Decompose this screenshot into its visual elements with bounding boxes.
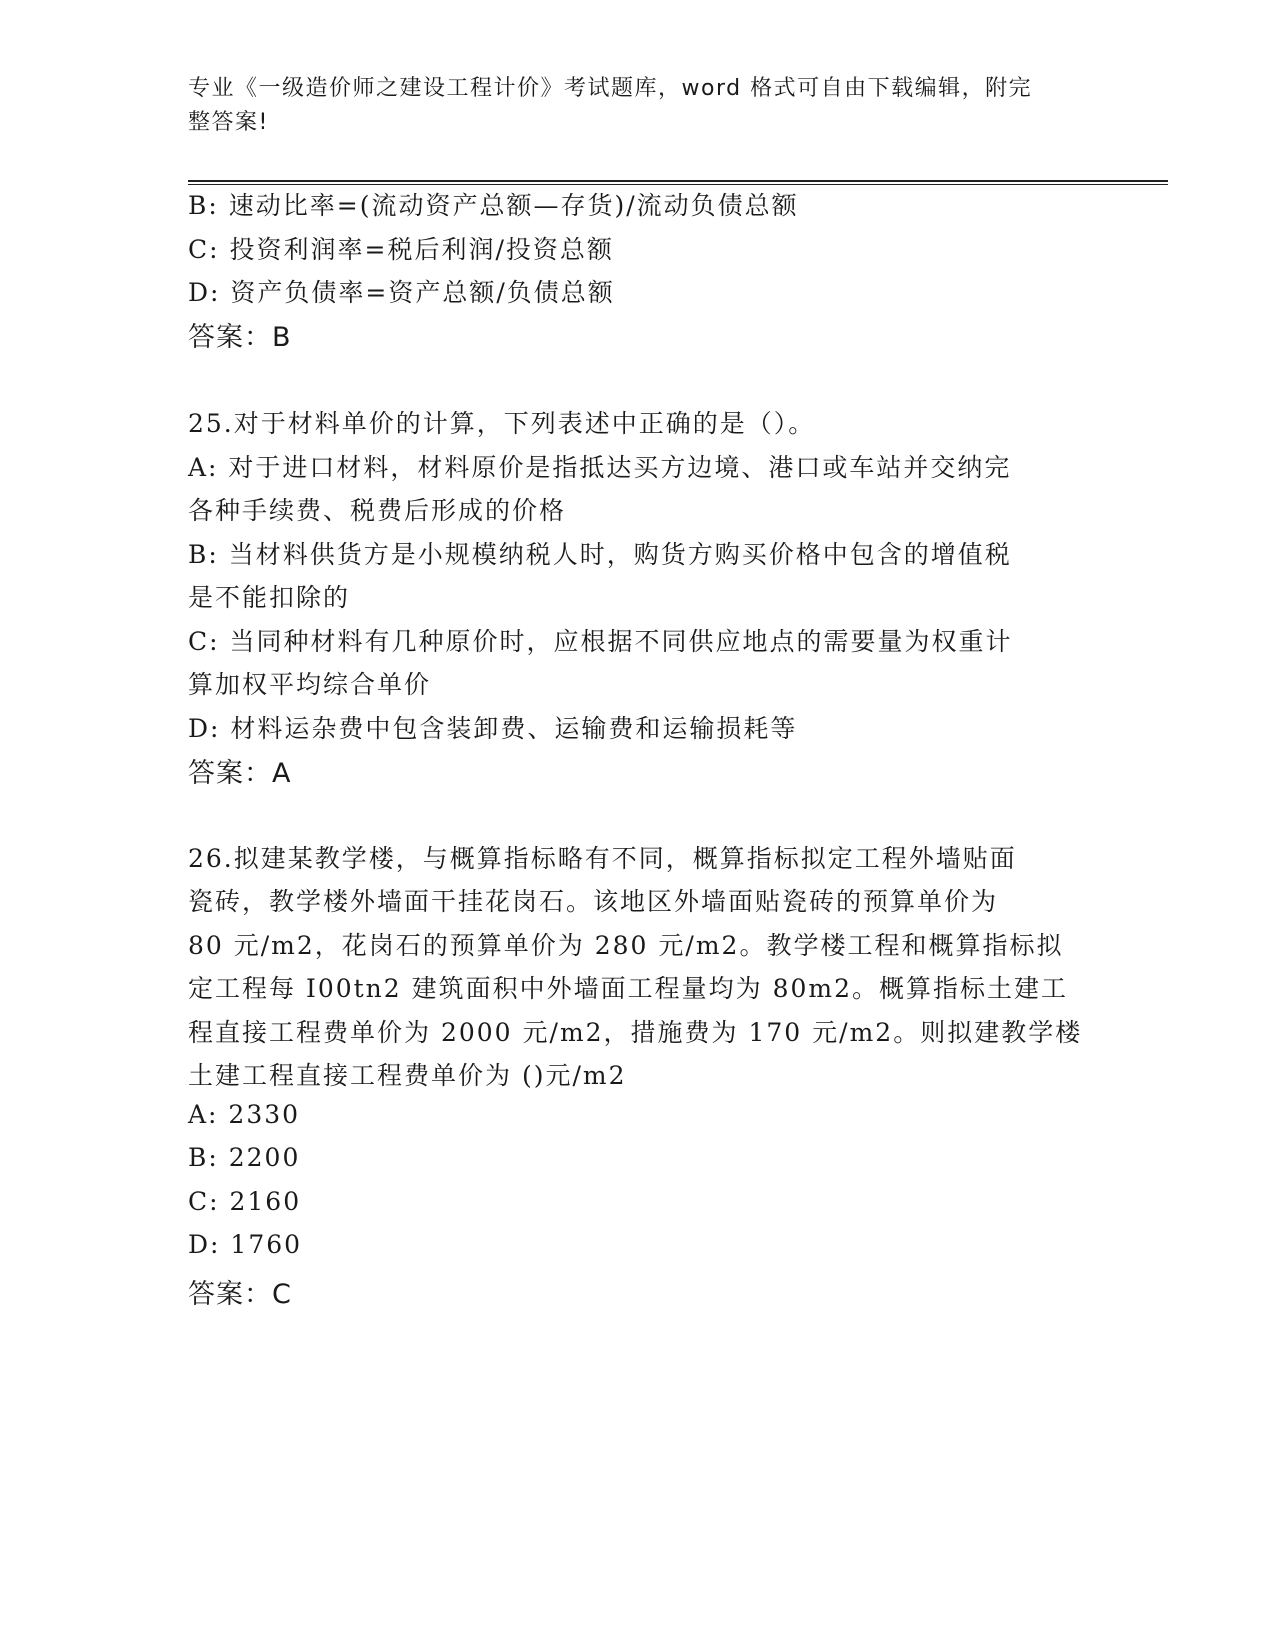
q25-option-c-line1: C: 当同种材料有几种原价时，应根据不同供应地点的需要量为权重计: [188, 627, 1013, 656]
q25-option-a-line1: A: 对于进口材料，材料原价是指抵达买方边境、港口或车站并交纳完: [188, 453, 1012, 482]
q26-option-a: A: 2330: [188, 1100, 301, 1129]
q25-option-c-line2: 算加权平均综合单价: [188, 670, 432, 699]
q26-option-c: C: 2160: [188, 1187, 302, 1216]
q26-option-b: B: 2200: [188, 1143, 301, 1172]
q24-option-d: D: 资产负债率=资产总额/负债总额: [188, 278, 615, 307]
q25-option-b-line2: 是不能扣除的: [188, 583, 351, 612]
document-header: [188, 72, 1088, 140]
header-line-2: 整答案!: [188, 110, 269, 135]
q25-stem: 25.对于材料单价的计算，下列表述中正确的是（）。: [188, 409, 816, 438]
header-divider-thin: [188, 184, 1168, 185]
header-divider-thick: [188, 180, 1168, 182]
q26-stem-line1: 26.拟建某教学楼，与概算指标略有不同，概算指标拟定工程外墙贴面: [188, 844, 1017, 873]
q24-option-b: B: 速动比率=(流动资产总额—存货)/流动负债总额: [188, 191, 799, 220]
q26-stem-line2: 瓷砖，教学楼外墙面干挂花岗石。该地区外墙面贴瓷砖的预算单价为: [188, 887, 999, 916]
q26-option-d: D: 1760: [188, 1230, 303, 1259]
q26-answer: 答案：C: [188, 1279, 292, 1310]
q26-stem-line4: 定工程每 I00tn2 建筑面积中外墙面工程量均为 80m2。概算指标土建工: [188, 974, 1069, 1003]
q25-option-a-line2: 各种手续费、税费后形成的价格: [188, 496, 567, 525]
header-line-1: 专业《一级造价师之建设工程计价》考试题库，word 格式可自由下载编辑，附完: [188, 76, 1033, 101]
q25-option-d: D: 材料运杂费中包含装卸费、运输费和运输损耗等: [188, 714, 798, 743]
q24-option-c: C: 投资利润率=税后利润/投资总额: [188, 235, 614, 264]
q25-option-b-line1: B: 当材料供货方是小规模纳税人时，购货方购买价格中包含的增值税: [188, 540, 1012, 569]
q26-stem-line5: 程直接工程费单价为 2000 元/m2，措施费为 170 元/m2。则拟建教学楼: [188, 1018, 1083, 1047]
q26-stem-line3: 80 元/m2，花岗石的预算单价为 280 元/m2。教学楼工程和概算指标拟: [188, 931, 1064, 960]
q24-answer: 答案：B: [188, 322, 292, 353]
q25-answer: 答案：A: [188, 758, 292, 789]
q26-stem-line6: 土建工程直接工程费单价为 ()元/m2: [188, 1061, 627, 1090]
